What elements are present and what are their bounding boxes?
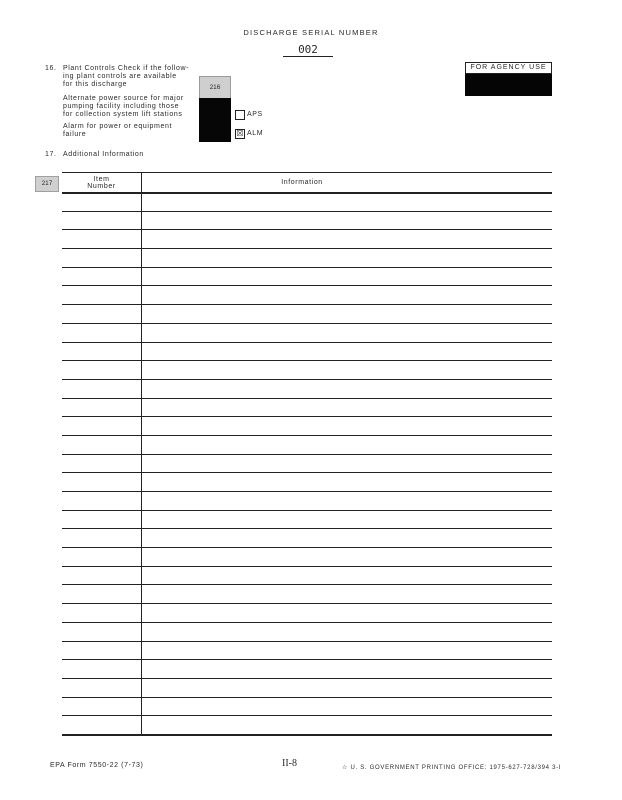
table-row-line <box>62 192 552 194</box>
item-number-header: Item Number <box>87 176 116 190</box>
page-number: II-8 <box>282 758 297 769</box>
for-agency-use-label: FOR AGENCY USE <box>465 62 552 74</box>
table-row-line <box>62 398 552 399</box>
table-row-line <box>62 472 552 473</box>
table-top-line <box>62 172 552 173</box>
table-row-line <box>62 491 552 492</box>
section-17-number: 17. <box>45 151 57 158</box>
code-217-box: 217 <box>35 176 59 192</box>
table-row-line <box>62 566 552 567</box>
table-row-line <box>62 304 552 305</box>
alarm-line: Alarm for power or equipment <box>63 123 173 130</box>
table-row-line <box>62 734 552 736</box>
table-row-line <box>62 379 552 380</box>
table-row-line <box>62 360 552 361</box>
table-row-line <box>62 678 552 679</box>
section-16-title <box>63 65 198 89</box>
table-row-line <box>62 323 552 324</box>
section-16-number: 16. <box>45 65 57 72</box>
table-row-line <box>62 285 552 286</box>
table-row-line <box>62 248 552 249</box>
agency-use-redacted-block <box>465 74 552 96</box>
table-row-line <box>62 697 552 698</box>
discharge-serial-number-value: 002 <box>298 43 318 56</box>
alternate-power-text <box>63 95 198 119</box>
alternate-power-line: for collection system lift stations <box>63 111 183 119</box>
table-row-line <box>62 229 552 230</box>
table-row-line <box>62 622 552 623</box>
section-16-title-line: Plant Controls Check if the follow- <box>63 65 190 72</box>
table-row-line <box>62 715 552 716</box>
table-row-line <box>62 547 552 548</box>
form-number: EPA Form 7550-22 (7-73) <box>50 762 144 769</box>
table-row-line <box>62 342 552 343</box>
discharge-serial-number-label: DISCHARGE SERIAL NUMBER <box>243 28 379 37</box>
table-row-line <box>62 603 552 604</box>
printing-office-note: ☆ U. S. GOVERNMENT PRINTING OFFICE: 1975-627-728/394 3-I <box>342 765 562 771</box>
table-row-line <box>62 641 552 642</box>
section-16-title-line: ing plant controls are available <box>63 73 177 81</box>
code-216-box: 216 <box>199 76 231 100</box>
table-row-line <box>62 584 552 585</box>
aps-checkbox[interactable] <box>235 110 245 120</box>
table-row-line <box>62 510 552 511</box>
information-header: Information <box>281 179 323 186</box>
alternate-power-line: Alternate power source for major <box>63 95 184 102</box>
table-row-line <box>62 267 552 268</box>
table-row-line <box>62 528 552 529</box>
table-row-line <box>62 211 552 212</box>
section-16-title-line: for this discharge <box>63 81 128 89</box>
alarm-text <box>63 123 198 139</box>
section-16-redacted-block <box>199 98 231 142</box>
aps-label: APS <box>247 111 263 118</box>
alarm-line: failure <box>63 131 87 139</box>
section-17-title: Additional Information <box>63 151 144 158</box>
serial-underline <box>283 56 333 57</box>
table-row-line <box>62 454 552 455</box>
alm-checkbox[interactable]: ☒ <box>236 129 244 138</box>
table-row-line <box>62 416 552 417</box>
alm-label: ALM <box>247 130 264 137</box>
alternate-power-line: pumping facility including those <box>63 103 180 111</box>
table-row-line <box>62 659 552 660</box>
table-row-line <box>62 435 552 436</box>
